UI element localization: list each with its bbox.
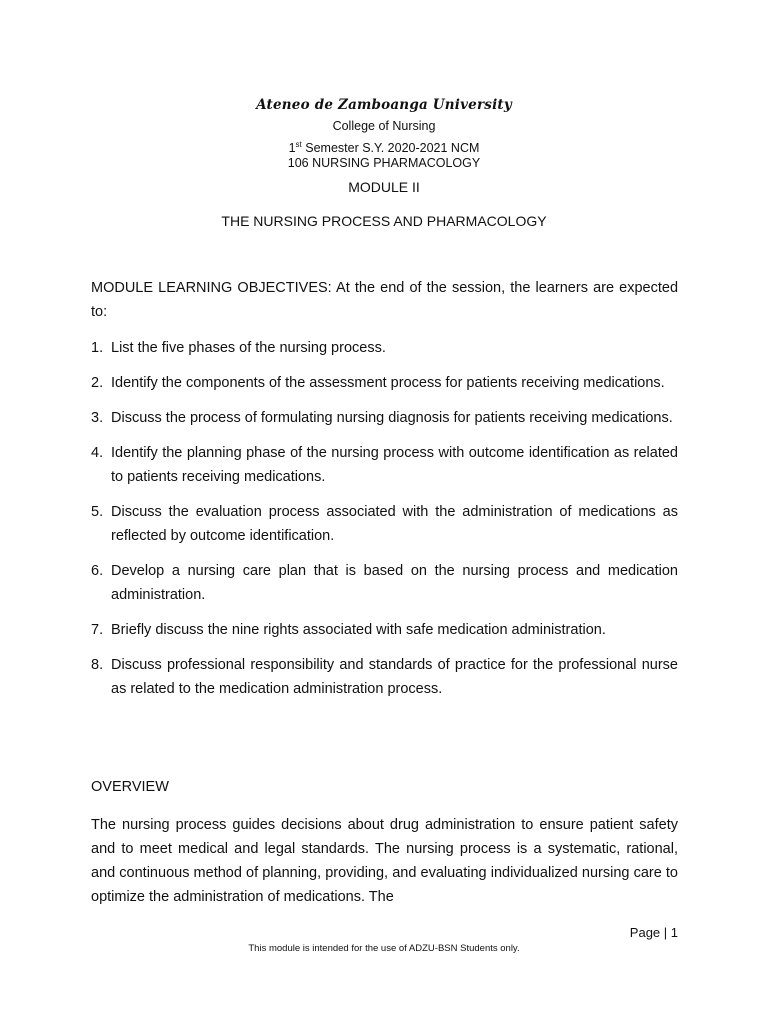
semester-text: Semester S.Y. 2020-2021 NCM [301, 141, 480, 156]
objective-number: 5. [91, 504, 104, 520]
module-title: THE NURSING PROCESS AND PHARMACOLOGY [221, 213, 547, 229]
footer-notice: This module is intended for the use of ADZU-BSN Students only. [248, 943, 520, 954]
objective-item [91, 441, 678, 489]
objective-text: List the five phases of the nursing process. [111, 340, 386, 356]
page-number: Page | 1 [629, 925, 678, 940]
objectives-list [91, 336, 678, 712]
objective-text: Discuss professional responsibility and standards of practice for the professional nurse as related to the medication administration process. [111, 657, 678, 697]
objective-item [91, 618, 678, 642]
module-heading: MODULE II [348, 179, 420, 195]
objective-number: 8. [91, 657, 104, 673]
objective-number: 1. [91, 340, 104, 356]
overview-paragraph: The nursing process guides decisions about drug administration to ensure patient safety and to meet medical and legal standards. The nursing process is a systematic, rational, and continuous method of planning, providing, and evaluating individualized nursing care to optimize the administration of medications. The [91, 817, 678, 905]
objective-item [91, 653, 678, 701]
objective-text: Discuss the evaluation process associated with the administration of medications as reflected by outcome identification. [111, 504, 678, 544]
objective-number: 7. [91, 622, 104, 638]
overview-heading: OVERVIEW [91, 779, 169, 795]
objective-number: 3. [91, 410, 104, 426]
objective-number: 2. [91, 375, 104, 391]
university-name: Ateneo de Zamboanga University [256, 97, 512, 113]
objective-item [91, 336, 678, 360]
objective-number: 6. [91, 563, 104, 579]
objective-text: Discuss the process of formulating nursing diagnosis for patients receiving medications. [111, 410, 673, 426]
objectives-intro-text: : At the end of the session, the learners are expected to: [91, 280, 679, 320]
course-name: 106 NURSING PHARMACOLOGY [287, 156, 481, 170]
objective-number: 4. [91, 445, 104, 461]
objective-item [91, 559, 678, 607]
objectives-intro [91, 276, 678, 324]
semester-suffix: st [295, 140, 302, 149]
objective-text: Briefly discuss the nine rights associated with safe medication administration. [111, 622, 606, 638]
objectives-label: MODULE LEARNING OBJECTIVES [91, 280, 328, 296]
semester-ordinal: 1 [288, 141, 296, 156]
objective-text: Identify the components of the assessment process for patients receiving medications. [111, 375, 665, 391]
objective-item [91, 406, 678, 430]
objective-text: Develop a nursing care plan that is based on the nursing process and medication administration. [111, 563, 678, 603]
objective-item [91, 500, 678, 548]
objective-text: Identify the planning phase of the nursing process with outcome identification as related to patients receiving medications. [111, 445, 678, 485]
objective-item [91, 371, 678, 395]
college-name: College of Nursing [332, 119, 436, 133]
